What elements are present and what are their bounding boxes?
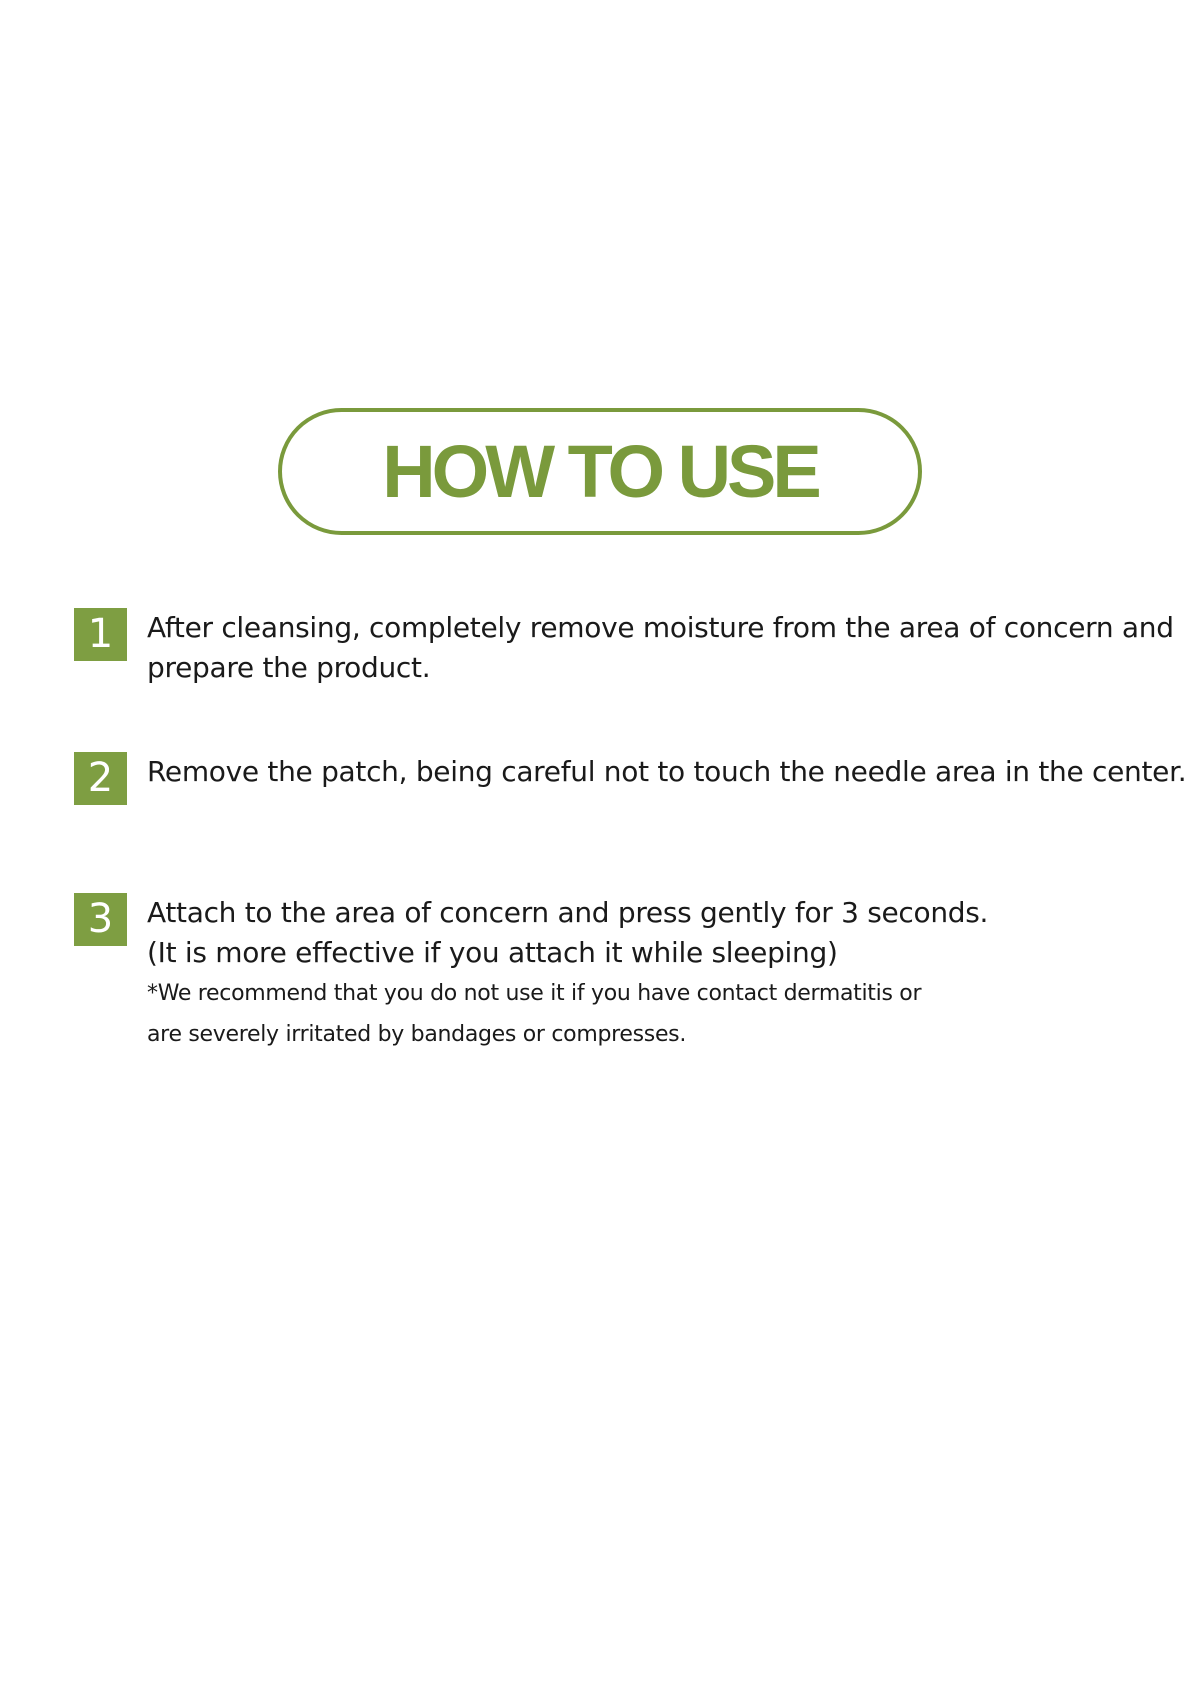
step-instruction-line: (It is more effective if you attach it while sleeping) <box>147 936 838 969</box>
step-instruction-line: Attach to the area of concern and press gently for 3 seconds. <box>147 896 989 929</box>
page-title: HOW TO USE <box>382 429 818 513</box>
step-instruction-line: Remove the patch, being careful not to touch the needle area in the center. <box>147 755 1187 788</box>
step-instruction <box>147 608 1187 688</box>
caution-note-line: *We recommend that you do not use it if you have contact dermatitis or <box>147 981 922 1006</box>
caution-note-line: are severely irritated by bandages or compresses. <box>147 1022 687 1047</box>
step-number-badge: 3 <box>74 893 127 946</box>
how-to-use-title-frame <box>278 408 922 535</box>
step-instruction <box>147 893 1187 1055</box>
step-instruction-line: prepare the product. <box>147 651 431 684</box>
step-instruction <box>147 752 1187 792</box>
step-number-badge: 2 <box>74 752 127 805</box>
step-instruction-line: After cleansing, completely remove moisture from the area of concern and <box>147 611 1174 644</box>
step-number-badge: 1 <box>74 608 127 661</box>
